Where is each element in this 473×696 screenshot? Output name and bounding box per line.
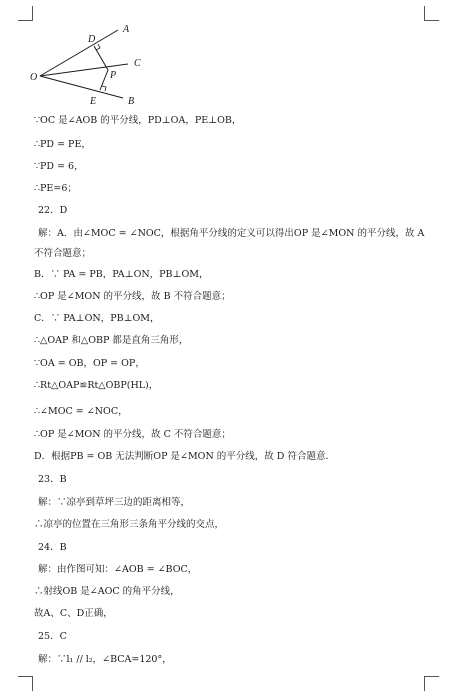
text-line: ∴PD = PE， — [34, 139, 91, 150]
geometry-figure — [28, 18, 158, 110]
text-line: 解：∵凉亭到草坪三边的距离相等， — [38, 497, 191, 508]
text-line: ∵OC 是∠AOB 的平分线，PD⊥OA，PE⊥OB， — [34, 115, 242, 126]
text-line: 解：由作图可知：∠AOB = ∠BOC， — [38, 564, 198, 575]
crop-mark-bottom-right — [424, 676, 439, 691]
question-number: 23．B — [38, 474, 67, 485]
text-line: 故A、C、D正确， — [34, 608, 113, 619]
text-line: 解：∵l₁ // l₂，∠BCA=120°， — [38, 654, 172, 665]
text-line: ∴凉亭的位置在三角形三条角平分线的交点， — [34, 519, 225, 530]
text-line: ∵PD = 6， — [34, 161, 84, 172]
question-number: 25．C — [38, 631, 67, 642]
text-line: D．根据PB = OB 无法判断OP 是∠MON 的平分线，故 D 符合题意． — [34, 451, 335, 462]
crop-mark-top-right — [424, 6, 439, 21]
text-line: ∴PE=6； — [34, 183, 77, 194]
right-angle-mark-E — [102, 86, 106, 91]
label-D: D — [88, 34, 96, 45]
text-line: ∵OA = OB，OP = OP， — [34, 358, 145, 369]
question-number: 22．D — [38, 205, 68, 216]
question-number: 24．B — [38, 542, 67, 553]
text-line: ∴射线OB 是∠AOC 的角平分线， — [34, 586, 180, 597]
text-line: C．∵ PA⊥ON，PB⊥OM， — [34, 313, 160, 324]
ray-OA — [40, 30, 118, 76]
label-E: E — [90, 96, 97, 107]
text-line: ∴OP 是∠MON 的平分线，故 B 不符合题意； — [34, 291, 231, 302]
segment-PE — [100, 70, 108, 90]
label-A: A — [123, 24, 130, 35]
crop-mark-bottom-left — [18, 676, 33, 691]
label-B: B — [128, 96, 135, 107]
text-line: B．∵ PA = PB，PA⊥ON，PB⊥OM， — [34, 269, 209, 280]
text-line: ∴△OAP 和△OBP 都是直角三角形， — [34, 335, 189, 346]
label-C: C — [134, 58, 141, 69]
right-angle-mark-D — [96, 44, 100, 50]
text-line: ∴OP 是∠MON 的平分线，故 C 不符合题意； — [34, 429, 231, 440]
label-P: P — [110, 70, 117, 81]
text-line: 解：A．由∠MOC = ∠NOC，根据角平分线的定义可以得出OP 是∠MON 的平分线，故 A — [38, 228, 425, 239]
text-line: 不符合题意； — [34, 248, 92, 259]
text-line: ∴Rt△OAP≌Rt△OBP(HL)， — [34, 380, 159, 391]
label-O: O — [30, 72, 38, 83]
text-line: ∴∠MOC = ∠NOC， — [34, 406, 128, 417]
